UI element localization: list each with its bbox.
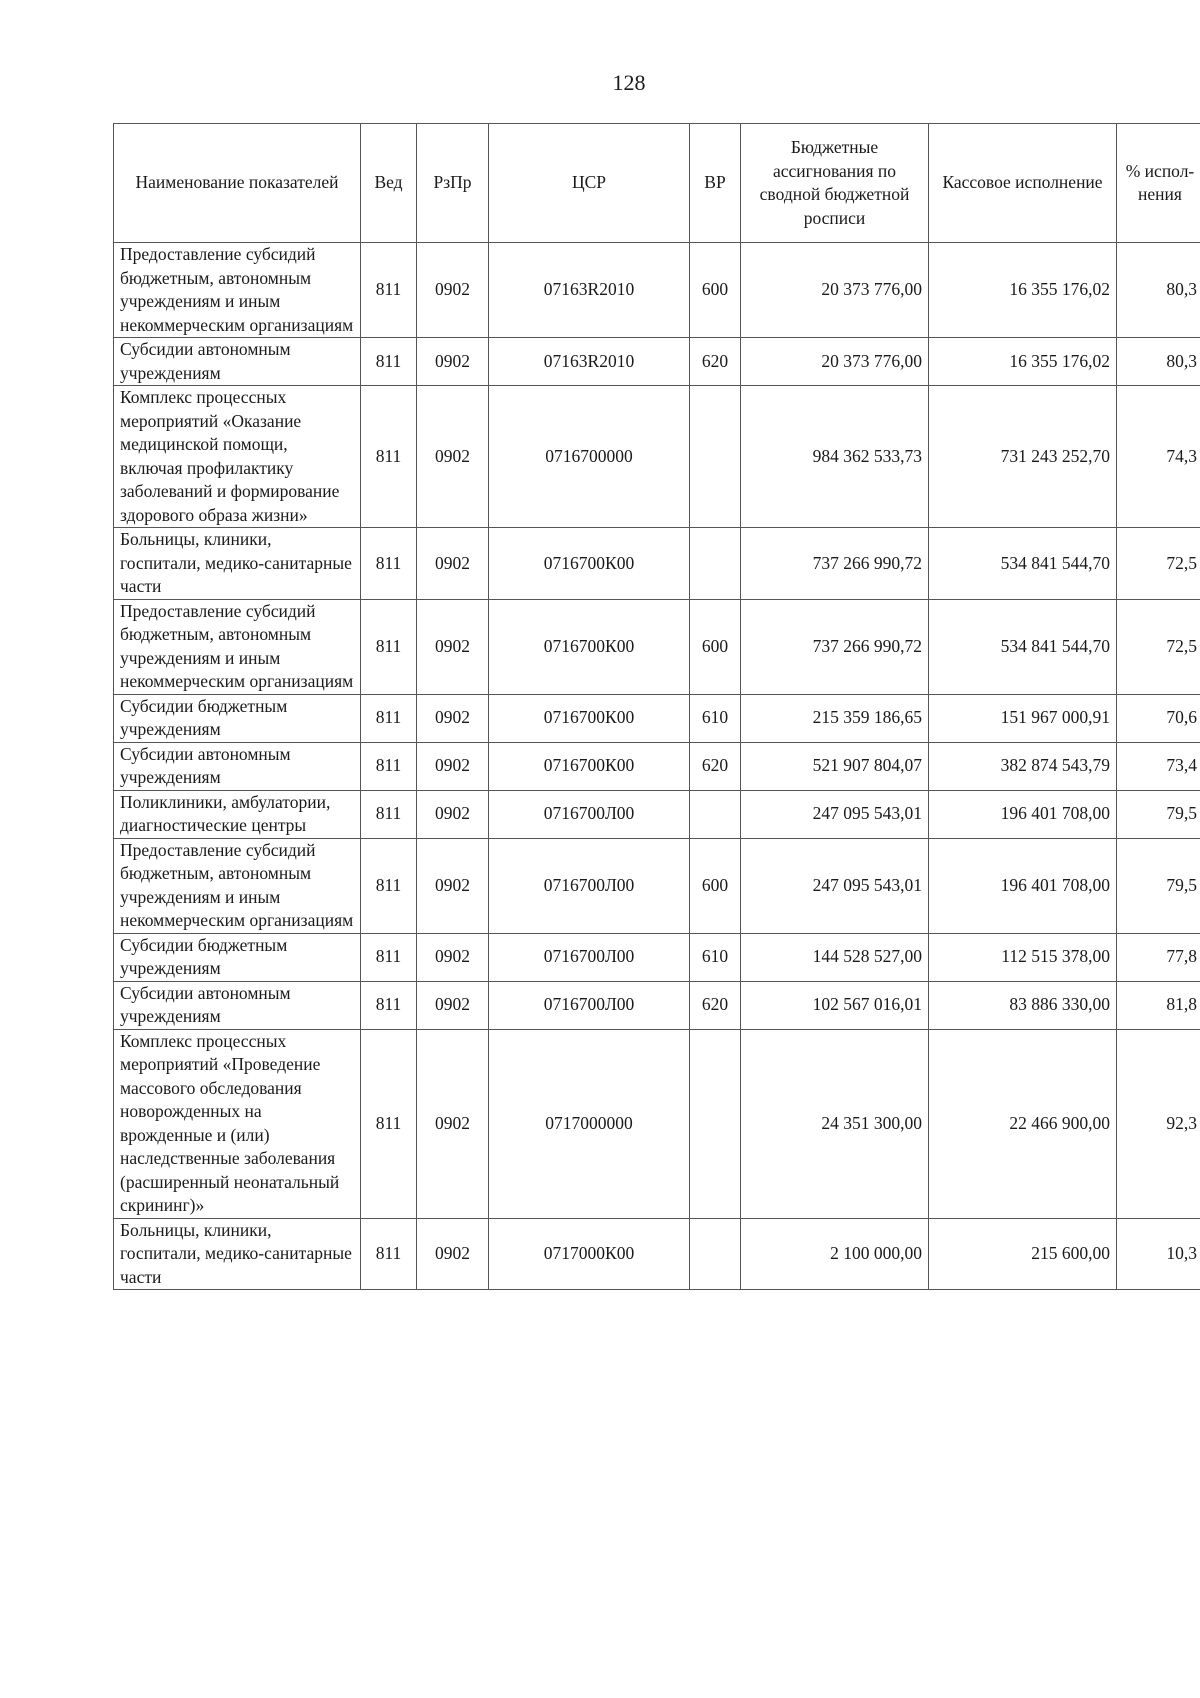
cell-ved: 811 xyxy=(361,599,417,694)
table-row xyxy=(114,981,1200,1029)
cell-rzpr: 0902 xyxy=(417,1218,489,1290)
table-row xyxy=(114,1029,1200,1218)
cell-ved: 811 xyxy=(361,338,417,386)
cell-rzpr: 0902 xyxy=(417,243,489,338)
cell-vr xyxy=(690,1029,741,1218)
table-row xyxy=(114,386,1200,528)
cell-executed: 151 967 000,91 xyxy=(929,694,1117,742)
budget-execution-table xyxy=(113,123,1200,1290)
cell-name: Субсидии автономным учреждениям xyxy=(114,338,361,386)
cell-ved: 811 xyxy=(361,1029,417,1218)
cell-csr: 0716700Л00 xyxy=(489,981,690,1029)
cell-executed: 534 841 544,70 xyxy=(929,599,1117,694)
cell-ved: 811 xyxy=(361,694,417,742)
cell-vr: 600 xyxy=(690,599,741,694)
cell-csr: 07163R2010 xyxy=(489,243,690,338)
cell-vr: 610 xyxy=(690,933,741,981)
header-ved: Вед xyxy=(361,124,417,243)
table-header-row xyxy=(114,124,1200,243)
cell-ved: 811 xyxy=(361,933,417,981)
cell-rzpr: 0902 xyxy=(417,338,489,386)
cell-percent: 74,3 xyxy=(1117,386,1200,528)
cell-vr: 600 xyxy=(690,838,741,933)
page-number: 128 xyxy=(612,70,646,95)
cell-rzpr: 0902 xyxy=(417,599,489,694)
cell-assigned: 737 266 990,72 xyxy=(741,528,929,600)
header-percent: % испол-нения xyxy=(1117,124,1200,243)
cell-assigned: 144 528 527,00 xyxy=(741,933,929,981)
cell-percent: 10,3 xyxy=(1117,1218,1200,1290)
cell-assigned: 737 266 990,72 xyxy=(741,599,929,694)
cell-percent: 79,5 xyxy=(1117,838,1200,933)
cell-vr: 610 xyxy=(690,694,741,742)
cell-rzpr: 0902 xyxy=(417,981,489,1029)
cell-percent: 92,3 xyxy=(1117,1029,1200,1218)
cell-rzpr: 0902 xyxy=(417,386,489,528)
cell-rzpr: 0902 xyxy=(417,742,489,790)
table-row xyxy=(114,528,1200,600)
cell-vr: 620 xyxy=(690,981,741,1029)
cell-csr: 0717000000 xyxy=(489,1029,690,1218)
header-vr: ВР xyxy=(690,124,741,243)
cell-csr: 0716700К00 xyxy=(489,694,690,742)
table-row xyxy=(114,933,1200,981)
header-name: Наименование показателей xyxy=(114,124,361,243)
cell-assigned: 247 095 543,01 xyxy=(741,790,929,838)
cell-rzpr: 0902 xyxy=(417,838,489,933)
cell-csr: 0716700К00 xyxy=(489,528,690,600)
cell-csr: 0716700000 xyxy=(489,386,690,528)
cell-csr: 0716700Л00 xyxy=(489,838,690,933)
cell-vr: 620 xyxy=(690,338,741,386)
cell-assigned: 247 095 543,01 xyxy=(741,838,929,933)
cell-name: Предоставление субсидий бюджетным, автономным учреждениям и иным некоммерческим организациям xyxy=(114,838,361,933)
cell-ved: 811 xyxy=(361,981,417,1029)
cell-vr: 620 xyxy=(690,742,741,790)
cell-percent: 79,5 xyxy=(1117,790,1200,838)
cell-name: Субсидии бюджетным учреждениям xyxy=(114,933,361,981)
cell-name: Поликлиники, амбулатории, диагностические центры xyxy=(114,790,361,838)
cell-assigned: 24 351 300,00 xyxy=(741,1029,929,1218)
cell-rzpr: 0902 xyxy=(417,933,489,981)
cell-rzpr: 0902 xyxy=(417,1029,489,1218)
cell-rzpr: 0902 xyxy=(417,790,489,838)
table-row xyxy=(114,694,1200,742)
cell-csr: 0716700Л00 xyxy=(489,790,690,838)
cell-assigned: 521 907 804,07 xyxy=(741,742,929,790)
cell-ved: 811 xyxy=(361,528,417,600)
cell-csr: 0716700Л00 xyxy=(489,933,690,981)
cell-name: Субсидии автономным учреждениям xyxy=(114,981,361,1029)
table-row xyxy=(114,243,1200,338)
cell-executed: 196 401 708,00 xyxy=(929,790,1117,838)
cell-executed: 382 874 543,79 xyxy=(929,742,1117,790)
cell-percent: 70,6 xyxy=(1117,694,1200,742)
cell-csr: 0716700К00 xyxy=(489,742,690,790)
cell-rzpr: 0902 xyxy=(417,528,489,600)
cell-ved: 811 xyxy=(361,386,417,528)
cell-vr xyxy=(690,790,741,838)
header-executed: Кассовое исполнение xyxy=(929,124,1117,243)
cell-ved: 811 xyxy=(361,790,417,838)
cell-percent: 72,5 xyxy=(1117,528,1200,600)
table-row xyxy=(114,790,1200,838)
table-row xyxy=(114,338,1200,386)
cell-percent: 77,8 xyxy=(1117,933,1200,981)
table-row xyxy=(114,838,1200,933)
cell-vr xyxy=(690,528,741,600)
cell-executed: 16 355 176,02 xyxy=(929,243,1117,338)
cell-executed: 731 243 252,70 xyxy=(929,386,1117,528)
cell-name: Комплекс процессных мероприятий «Проведение массового обследования новорожденных на врожденные и (или) наследственные заболевания (расширенный неонатальный скрининг)» xyxy=(114,1029,361,1218)
header-assigned: Бюджетные ассигнования по сводной бюджетной росписи xyxy=(741,124,929,243)
cell-rzpr: 0902 xyxy=(417,694,489,742)
cell-name: Предоставление субсидий бюджетным, автономным учреждениям и иным некоммерческим организациям xyxy=(114,599,361,694)
cell-executed: 196 401 708,00 xyxy=(929,838,1117,933)
cell-vr xyxy=(690,1218,741,1290)
header-csr: ЦСР xyxy=(489,124,690,243)
table-row xyxy=(114,1218,1200,1290)
cell-percent: 80,3 xyxy=(1117,243,1200,338)
cell-assigned: 984 362 533,73 xyxy=(741,386,929,528)
cell-name: Предоставление субсидий бюджетным, автономным учреждениям и иным некоммерческим организациям xyxy=(114,243,361,338)
cell-name: Субсидии бюджетным учреждениям xyxy=(114,694,361,742)
header-rzpr: РзПр xyxy=(417,124,489,243)
cell-executed: 112 515 378,00 xyxy=(929,933,1117,981)
cell-executed: 215 600,00 xyxy=(929,1218,1117,1290)
cell-executed: 534 841 544,70 xyxy=(929,528,1117,600)
cell-assigned: 20 373 776,00 xyxy=(741,338,929,386)
cell-executed: 22 466 900,00 xyxy=(929,1029,1117,1218)
cell-name: Больницы, клиники, госпитали, медико-санитарные части xyxy=(114,528,361,600)
table-row xyxy=(114,599,1200,694)
cell-percent: 81,8 xyxy=(1117,981,1200,1029)
cell-csr: 0716700К00 xyxy=(489,599,690,694)
cell-ved: 811 xyxy=(361,742,417,790)
cell-vr xyxy=(690,386,741,528)
cell-assigned: 102 567 016,01 xyxy=(741,981,929,1029)
cell-percent: 73,4 xyxy=(1117,742,1200,790)
cell-ved: 811 xyxy=(361,838,417,933)
cell-vr: 600 xyxy=(690,243,741,338)
table-row xyxy=(114,742,1200,790)
cell-name: Комплекс процессных мероприятий «Оказание медицинской помощи, включая профилактику заболеваний и формирование здорового образа жизни» xyxy=(114,386,361,528)
cell-name: Субсидии автономным учреждениям xyxy=(114,742,361,790)
cell-percent: 80,3 xyxy=(1117,338,1200,386)
cell-ved: 811 xyxy=(361,1218,417,1290)
cell-assigned: 2 100 000,00 xyxy=(741,1218,929,1290)
cell-name: Больницы, клиники, госпитали, медико-санитарные части xyxy=(114,1218,361,1290)
cell-executed: 83 886 330,00 xyxy=(929,981,1117,1029)
cell-assigned: 20 373 776,00 xyxy=(741,243,929,338)
cell-ved: 811 xyxy=(361,243,417,338)
cell-csr: 0717000К00 xyxy=(489,1218,690,1290)
cell-percent: 72,5 xyxy=(1117,599,1200,694)
cell-assigned: 215 359 186,65 xyxy=(741,694,929,742)
cell-csr: 07163R2010 xyxy=(489,338,690,386)
cell-executed: 16 355 176,02 xyxy=(929,338,1117,386)
